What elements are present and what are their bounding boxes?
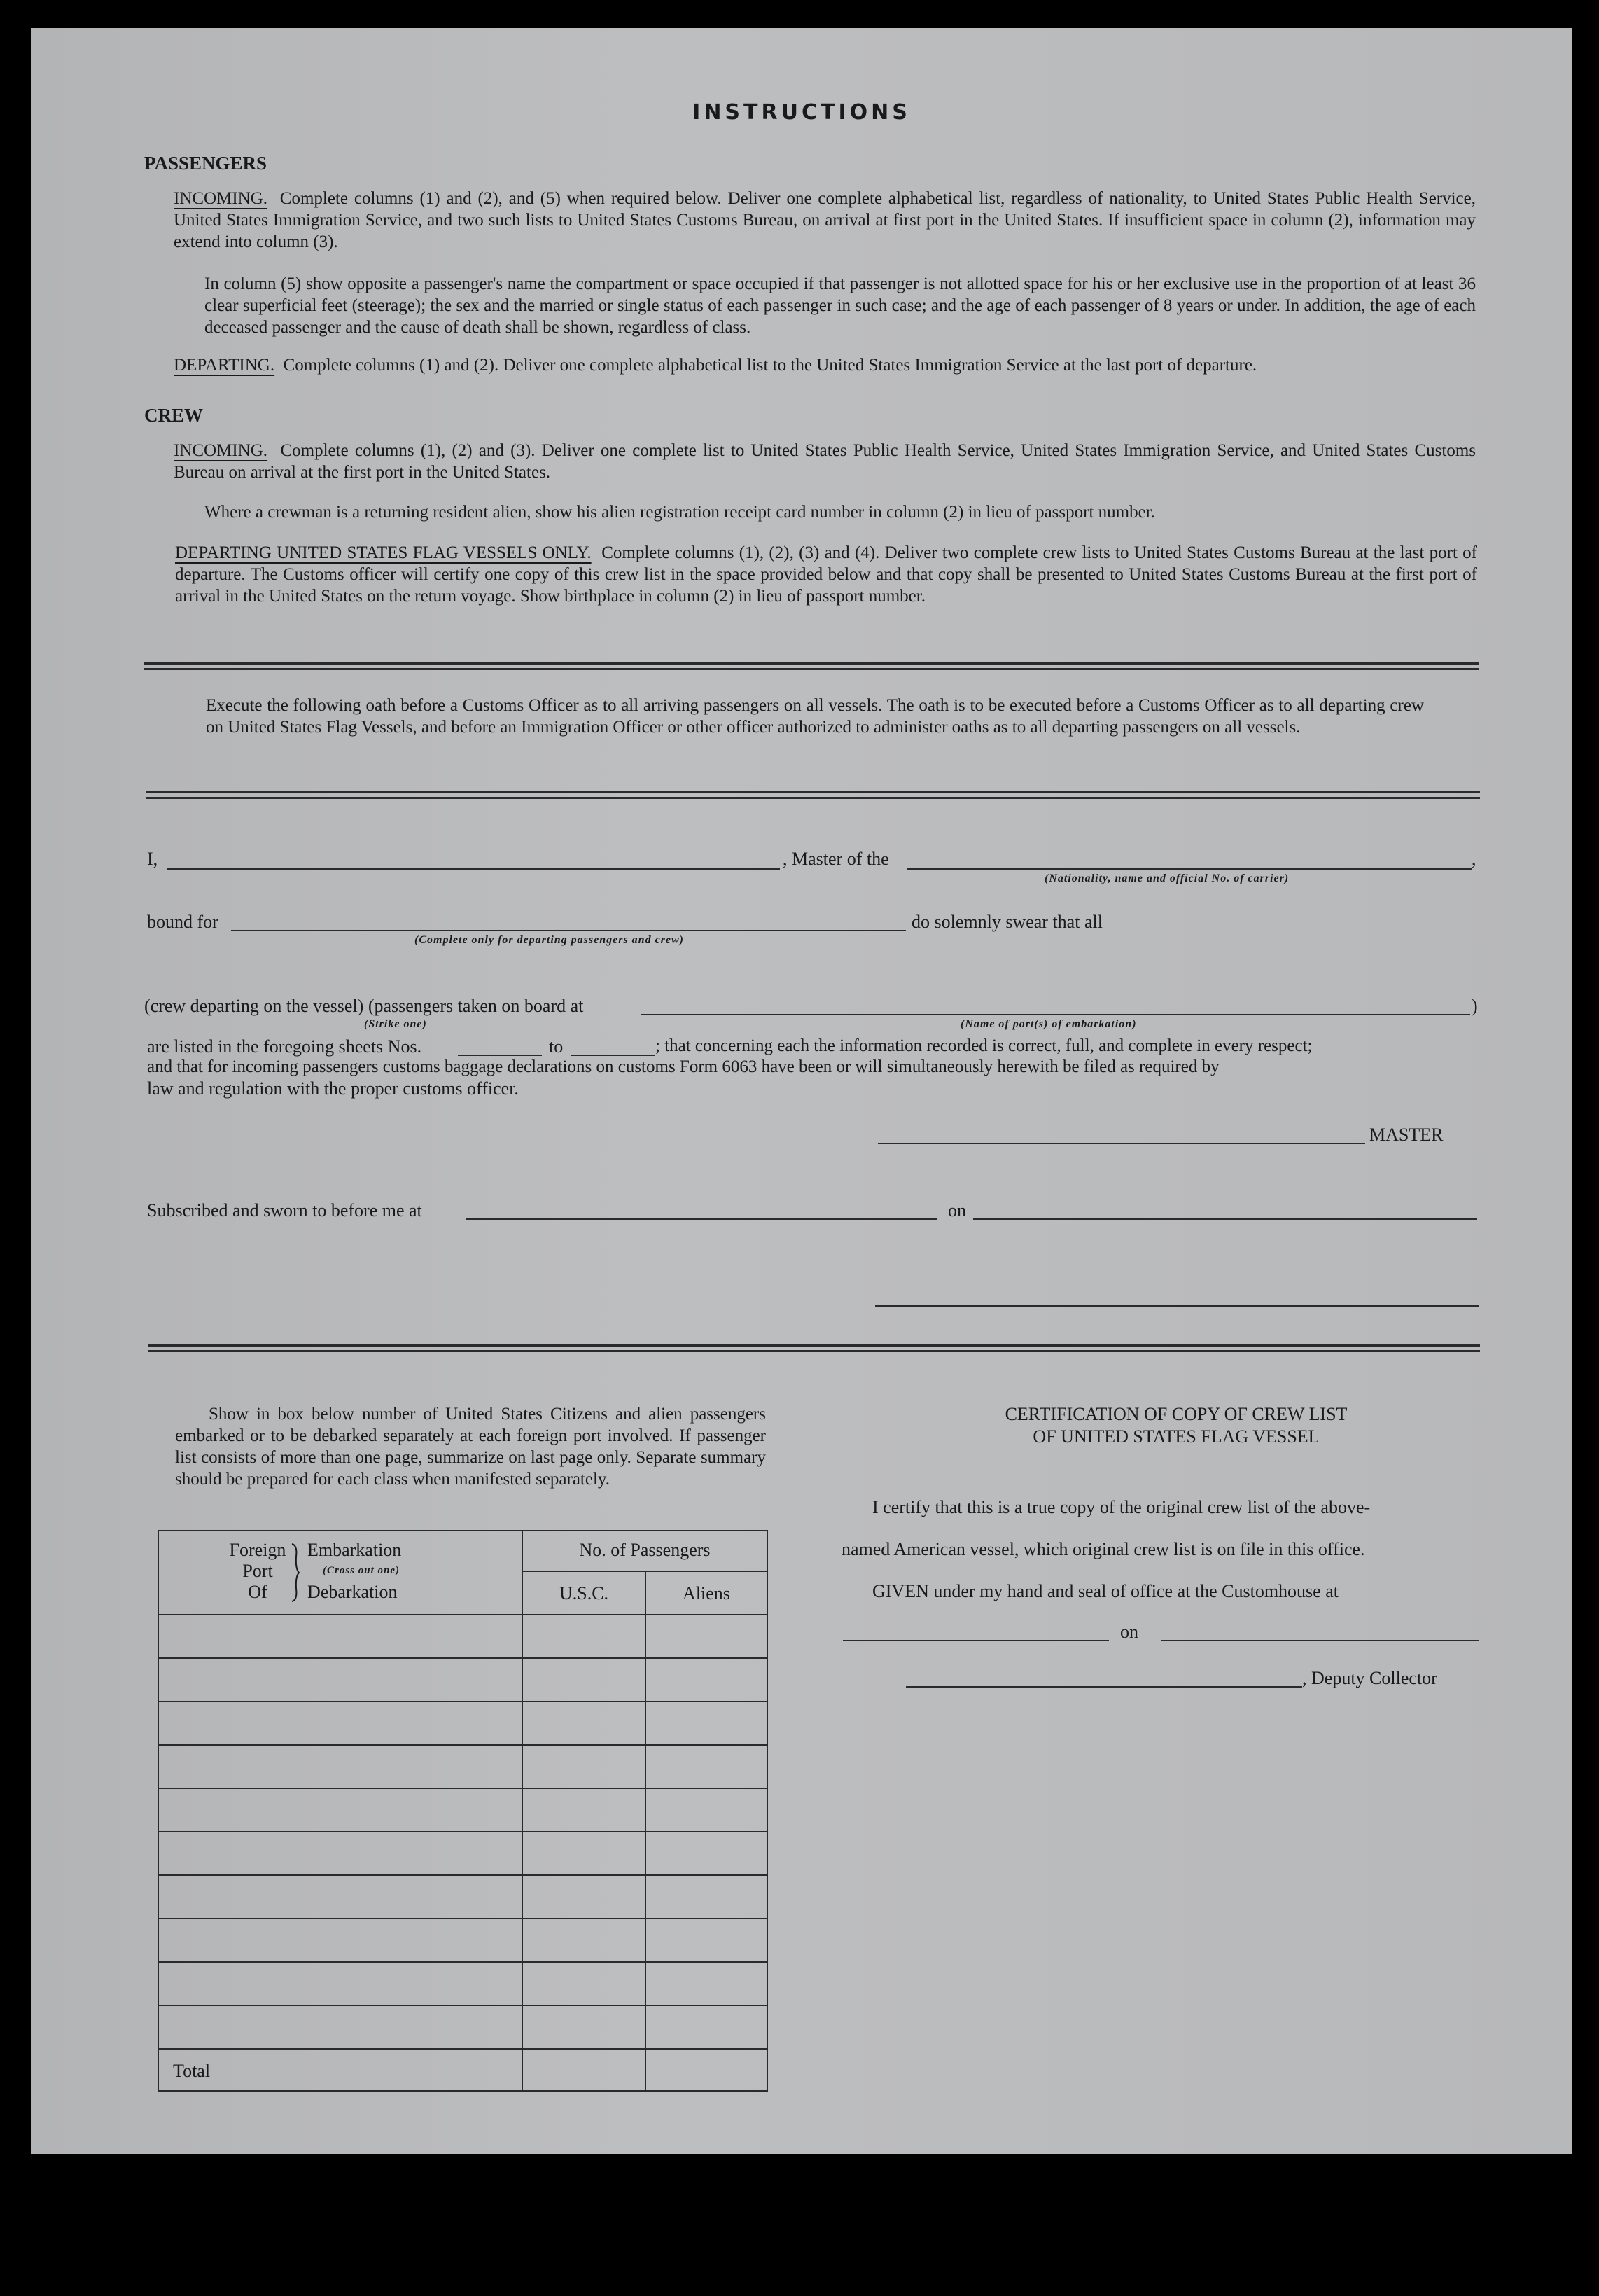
carrier-field[interactable] [907, 868, 1472, 870]
crew-departing-paragraph [175, 542, 1477, 607]
divider-2 [146, 791, 1480, 799]
table-col-divider [522, 1530, 523, 2092]
col1-embarkation: Embarkation [307, 1540, 402, 1560]
crew-departing-text: Complete columns (1), (2), (3) and (4). Deliver two complete crew lists to United States Customs Bureau at the last port of departure. The Customs officer will certify one copy of this crew list in the space provided below and that copy shall be presented to United States Customs Bureau at the first port of arrival in the United States on the return voyage. Show birthplace in column (2) in lieu of passport number. [175, 543, 1478, 606]
crew-incoming-text: Complete columns (1), (2) and (3). Deliver one complete list to United States Public Health Service, United States Immigration Service, and United States Customs Bureau on arrival at the first port in the United States. [174, 441, 1476, 482]
col1-foreign: Foreign [229, 1540, 286, 1560]
col1-port: Port [242, 1561, 273, 1581]
passenger-summary-table [158, 1530, 768, 2092]
col1-debarkation: Debarkation [307, 1582, 398, 1602]
instructions-title: INSTRUCTIONS [692, 100, 911, 125]
summary-instructions: Show in box below number of United States Citizens and alien passengers embarked or to be debarked separately at each foreign port involved. If passenger list consists of more than one page, summarize on last page only. Separate summary should be prepared for each class when manifested separately. [175, 1405, 766, 1489]
table-row-line [158, 1788, 768, 1789]
oath-intro: Execute the following oath before a Customs Officer as to all arriving passengers on all vessels. The oath is to be executed before a Customs Officer as to all departing crew on United States Flag Vessels, and before an Immigration Officer or other officer authorized to administer oaths as to all departing passengers on all vessels. [206, 696, 1424, 737]
usc-header: U.S.C. [559, 1583, 609, 1603]
passengers-incoming-label: INCOMING. [174, 189, 268, 208]
embarkation-close-paren: ) [1472, 996, 1478, 1016]
passengers-departing-paragraph [174, 354, 1476, 376]
deputy-collector-signature-field[interactable] [906, 1686, 1302, 1688]
subscribed-date-field[interactable] [973, 1218, 1477, 1220]
listed-rest-2: and that for incoming passengers customs baggage declarations on customs Form 6063 have been or will simultaneously herewith be filed as required by [147, 1057, 1220, 1076]
listed-rest-1: ; that concerning each the information recorded is correct, full, and complete in every respect; [655, 1036, 1313, 1055]
table-col-divider [645, 1571, 646, 2092]
sheet-to-field[interactable] [571, 1055, 655, 1056]
master-signature-field[interactable] [878, 1143, 1365, 1144]
table-row-line [158, 1614, 768, 1615]
master-name-field[interactable] [167, 868, 780, 870]
divider-3 [148, 1344, 1480, 1352]
deputy-collector-label: , Deputy Collector [1302, 1668, 1437, 1688]
carrier-caption: (Nationality, name and official No. of carrier) [1045, 872, 1290, 884]
col1-of: Of [248, 1582, 267, 1602]
certification-text-line2: named American vessel, which original crew list is on file in this office. [842, 1539, 1365, 1559]
crewman-paragraph: Where a crewman is a returning resident alien, show his alien registration receipt card number in column (2) in lieu of passport number. [204, 503, 1155, 522]
officer-signature-field[interactable] [875, 1305, 1479, 1307]
master-of-label: , Master of the [783, 849, 889, 869]
table-border-right [767, 1530, 768, 2092]
crew-incoming-paragraph [174, 440, 1476, 483]
table-row-line [158, 1744, 768, 1746]
total-label: Total [173, 2061, 211, 2081]
table-border-bottom [158, 2090, 768, 2092]
subscribed-on-label: on [948, 1200, 966, 1220]
listed-prefix: are listed in the foregoing sheets Nos. [147, 1036, 422, 1057]
table-row-line [158, 1657, 768, 1659]
table-row-line [158, 1701, 768, 1702]
crew-departing-label: DEPARTING UNITED STATES FLAG VESSELS ONLY. [175, 543, 592, 562]
col1-foreign-port-of [228, 1540, 288, 1603]
subscribed-label: Subscribed and sworn to before me at [147, 1200, 422, 1220]
strike-one-caption: (Strike one) [364, 1018, 427, 1030]
certification-title-line2: OF UNITED STATES FLAG VESSEL [1033, 1426, 1320, 1447]
column5-paragraph: In column (5) show opposite a passenger's name the compartment or space occupied if that passenger is not allotted space for his or her exclusive use in the proportion of at least 36 clear superficial feet (steerage); the sex and the married or single status of each passenger in such case; and the age of each passenger of 8 years or under. In addition, the age of each deceased passenger and the cause of death shall be shown, regardless of class. [204, 274, 1476, 337]
col1-cross-out: (Cross out one) [323, 1565, 400, 1576]
form-sheet [31, 28, 1572, 2154]
sheet-from-field[interactable] [458, 1055, 542, 1056]
certification-on-label: on [1120, 1622, 1138, 1642]
subscribed-place-field[interactable] [466, 1218, 937, 1220]
crew-heading: CREW [144, 405, 204, 426]
table-row-line [158, 2005, 768, 2006]
brace-icon [291, 1543, 300, 1603]
certification-date-field[interactable] [1161, 1640, 1479, 1641]
bound-for-field[interactable] [231, 930, 906, 931]
carrier-comma: , [1472, 849, 1476, 869]
swear-text: do solemnly swear that all [912, 912, 1103, 932]
table-row-line [158, 1918, 768, 1919]
table-row-line [158, 1961, 768, 1963]
embarkation-caption: (Name of port(s) of embarkation) [961, 1018, 1137, 1030]
passengers-heading: PASSENGERS [144, 153, 267, 174]
customhouse-field[interactable] [843, 1640, 1109, 1641]
bound-for-label: bound for [147, 912, 218, 932]
divider-1 [144, 662, 1479, 670]
table-border-left [158, 1530, 159, 2092]
master-label: MASTER [1369, 1125, 1444, 1145]
bound-for-caption: (Complete only for departing passengers and crew) [414, 934, 684, 946]
oath-i-label: I, [147, 849, 158, 869]
certification-text-line3: GIVEN under my hand and seal of office at the Customhouse at [872, 1581, 1339, 1601]
certification-text-line1: I certify that this is a true copy of the original crew list of the above- [872, 1497, 1371, 1517]
table-border-top [158, 1530, 768, 1531]
no-of-passengers-header: No. of Passengers [579, 1540, 711, 1560]
crew-departing-option: (crew departing on the vessel) (passengers taken on board at [144, 996, 584, 1016]
passengers-departing-label: DEPARTING. [174, 356, 275, 375]
passengers-departing-text: Complete columns (1) and (2). Deliver one complete alphabetical list to the United States Immigration Service at the last port of departure. [283, 356, 1257, 375]
passengers-incoming-paragraph [174, 188, 1476, 253]
table-row-line [158, 1831, 768, 1832]
crew-incoming-label: INCOMING. [174, 441, 268, 460]
passengers-incoming-text: Complete columns (1) and (2), and (5) when required below. Deliver one complete alphabetical list, regardless of nationality, to United States Public Health Service, United States Immigration Service, and two such lists to United States Customs Bureau, on arrival at first port in the United States. If insufficient space in column (2), information may extend into column (3). [174, 189, 1476, 251]
embarkation-port-field[interactable] [641, 1014, 1470, 1015]
certification-title-line1: CERTIFICATION OF COPY OF CREW LIST [1005, 1404, 1348, 1424]
aliens-header: Aliens [683, 1583, 730, 1603]
to-label: to [549, 1036, 564, 1057]
certification-title [843, 1403, 1509, 1448]
table-row-line [158, 1874, 768, 1876]
listed-rest-3: law and regulation with the proper customs officer. [147, 1078, 519, 1099]
table-row-line [158, 2048, 768, 2050]
